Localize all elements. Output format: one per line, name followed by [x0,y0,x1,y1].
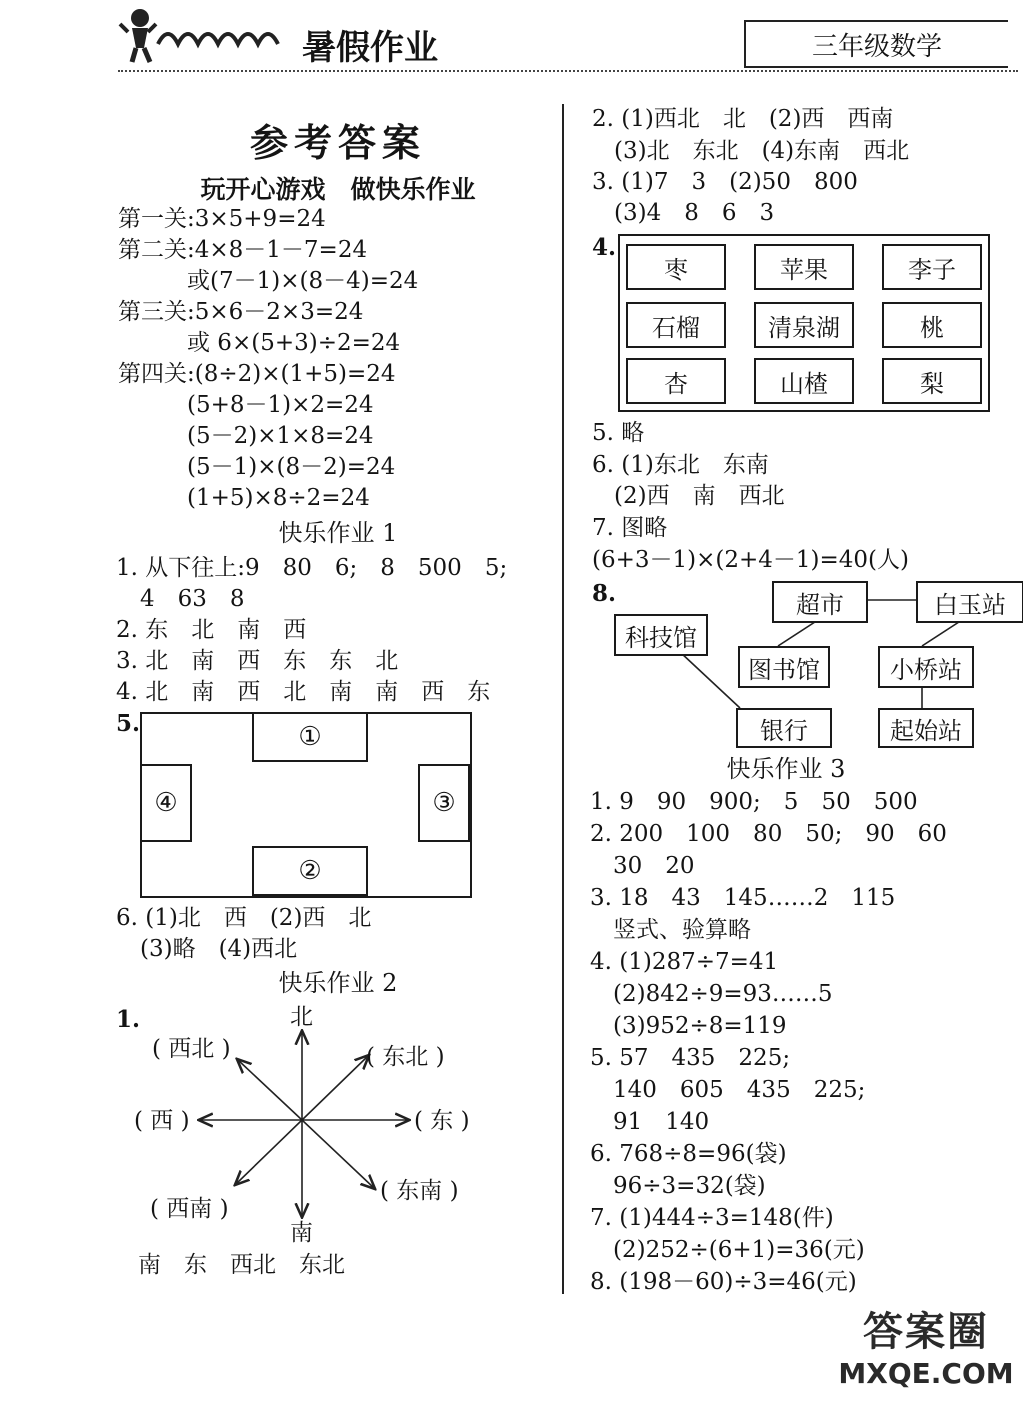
watermark-text: 答案圈 [863,1309,989,1355]
hw2-q6-cont: (2)西 南 西北 [614,483,785,509]
hw3-line: 5. 57 435 225; [590,1045,791,1071]
section-title: 玩开心游戏 做快乐作业 [200,175,476,204]
lake-cell: 清泉湖 [754,302,854,348]
compass-southeast: ( 东南 ) [380,1178,459,1204]
game-line: (5+8－1)×2=24 [118,392,374,418]
game-line: 第一关:3×5+9=24 [118,206,326,232]
fruit-cell: 桃 [882,302,982,348]
map-bank: 银行 [736,708,832,748]
hw1-title: 快乐作业 1 [278,519,398,547]
hw3-line: 96÷3=32(袋) [590,1173,766,1199]
fruit-cell: 李子 [882,244,982,290]
hw1-q6: 6. (1)北 西 (2)西 北 [116,905,372,931]
header-dotted-divider [118,70,1018,72]
compass-north: 北 [290,1004,313,1030]
fruit-cell: 山楂 [754,358,854,404]
fruit-cell: 梨 [882,358,982,404]
hw2-q3-cont: (3)4 8 6 3 [614,200,775,226]
hw1-q4: 4. 北 南 西 北 南 南 西 东 [116,679,491,705]
compass-answer: 南 东 西北 东北 [138,1252,345,1278]
hw3-line: 2. 200 100 80 50; 90 60 [590,821,947,847]
hw3-line: 7. (1)444÷3=148(件) [590,1205,834,1231]
game-line: (5－2)×1×8=24 [118,423,374,449]
compass-southwest: ( 西南 ) [150,1196,229,1222]
hw1-q1-cont: 4 63 8 [140,586,245,612]
mascot-logo [118,4,298,64]
map-baiyu-station: 白玉站 [916,581,1023,623]
hw3-line: 3. 18 43 145……2 115 [590,885,896,911]
map-science-museum: 科技馆 [614,614,708,656]
hw2-q7: 7. 图略 [592,515,668,541]
compass-west: ( 西 ) [134,1108,190,1134]
hw3-line: (2)252÷(6+1)=36(元) [590,1237,865,1263]
hw1-q1: 1. 从下往上:9 80 6; 8 500 5; [116,555,508,581]
room-label: ④ [140,764,192,842]
game-line: 第四关:(8÷2)×(1+5)=24 [118,361,396,387]
hw3-title: 快乐作业 3 [726,755,846,783]
map-library: 图书馆 [738,646,830,688]
hw3-line: 6. 768÷8=96(袋) [590,1141,787,1167]
hw1-q2: 2. 东 北 南 西 [116,617,307,643]
map-supermarket: 超市 [772,581,868,623]
column-divider [562,104,564,1294]
compass-northeast: ( 东北 ) [366,1044,445,1070]
fruit-cell: 枣 [626,244,726,290]
hw1-q6-cont: (3)略 (4)西北 [140,936,298,962]
page-title: 参考答案 [249,120,426,165]
hw3-line: 1. 9 90 900; 5 50 500 [590,789,918,815]
compass-south: 南 [290,1220,313,1246]
hw2-q3: 3. (1)7 3 (2)50 800 [592,169,858,195]
hw2-q2: 2. (1)西北 北 (2)西 西南 [592,106,894,132]
hw3-line: 91 140 [590,1109,710,1135]
header-series-title: 暑假作业 [302,28,438,68]
hw3-line: 140 605 435 225; [590,1077,866,1103]
hw3-line: 4. (1)287÷7=41 [590,949,779,975]
room-label: ② [252,846,368,896]
hw2-q7-formula: (6+3－1)×(2+4－1)=40(人) [592,547,909,573]
hw3-line: (2)842÷9=93……5 [590,981,833,1007]
header-grade-label: 三年级数学 [744,20,1008,68]
fruit-cell: 杏 [626,358,726,404]
hw2-q8: 8. [592,580,617,607]
game-line: 或 6×(5+3)÷2=24 [118,330,401,356]
fruit-cell: 石榴 [626,302,726,348]
compass-east: ( 东 ) [414,1108,470,1134]
game-line: 或(7－1)×(8－4)=24 [118,268,419,294]
room-label: ① [252,712,368,762]
hw2-title: 快乐作业 2 [278,969,398,997]
hw3-line: (3)952÷8=119 [590,1013,787,1039]
watermark-logo [836,1308,1016,1400]
hw3-line: 竖式、验算略 [590,917,751,943]
game-line: (5－1)×(8－2)=24 [118,454,396,480]
fruit-cell: 苹果 [754,244,854,290]
game-line: (1+5)×8÷2=24 [118,485,370,511]
game-line: 第二关:4×8－1－7=24 [118,237,368,263]
hw2-q1: 1. [116,1006,141,1033]
hw2-q5: 5. 略 [592,420,645,446]
watermark-url: MXQE.COM [838,1357,1014,1390]
game-line: 第三关:5×6－2×3=24 [118,299,364,325]
room-label: ③ [418,764,470,842]
hw2-q4: 4. [592,234,617,261]
map-start-station: 起始站 [878,708,974,748]
hw3-line: 30 20 [590,853,695,879]
compass-northwest: ( 西北 ) [152,1036,231,1062]
hw2-q2-cont: (3)北 东北 (4)东南 西北 [614,138,910,164]
hw2-q6: 6. (1)东北 东南 [592,452,769,478]
hw1-q5: 5. [116,710,141,737]
hw1-q3: 3. 北 南 西 东 东 北 [116,648,399,674]
hw3-line: 8. (198－60)÷3=46(元) [590,1269,857,1295]
map-xiaoqiao-station: 小桥站 [878,646,974,688]
